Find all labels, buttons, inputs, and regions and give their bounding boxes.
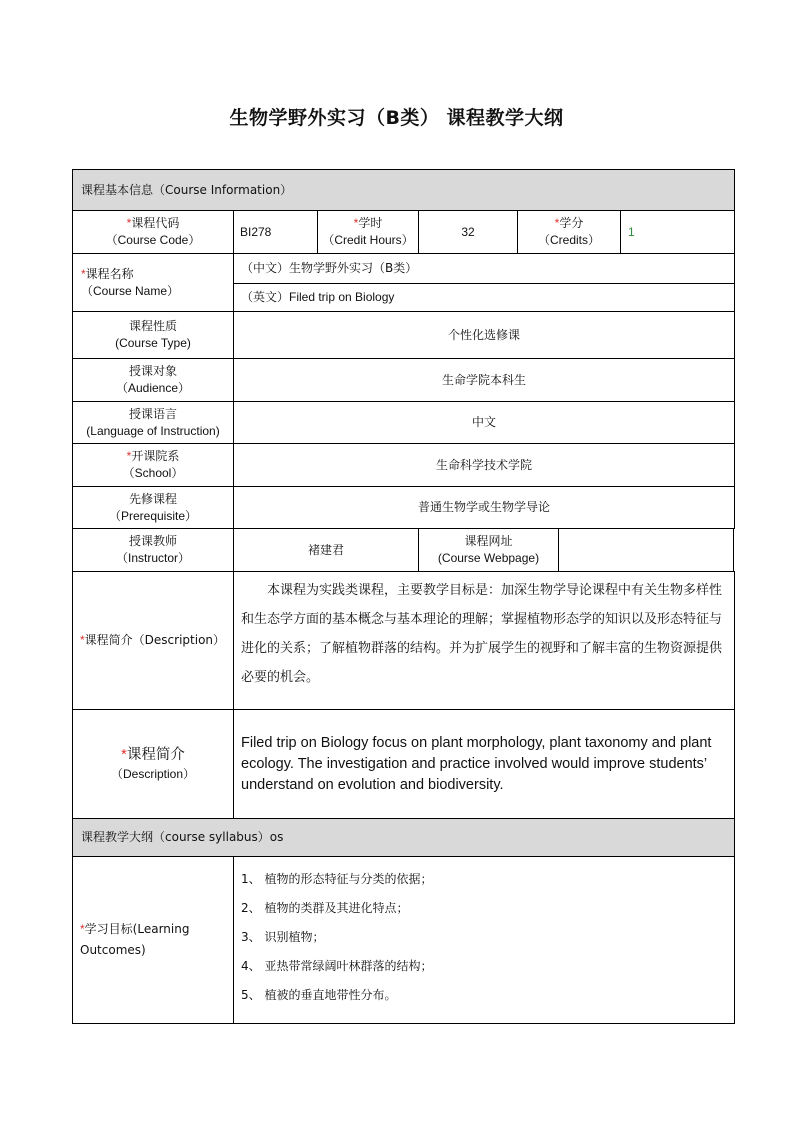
required-marker: * [126,449,132,463]
audience-label-en: （Audience） [115,381,191,395]
section-header-course-information [72,169,735,211]
course-code-label-zh: 课程代码 [131,216,180,230]
course-code-label-en: （Course Code） [105,233,201,247]
section-header-label: 课程教学大纲（course syllabus）os [81,830,284,844]
required-marker: * [554,216,560,230]
audience-value-cell [233,358,735,402]
language-label [72,401,234,444]
instructor-value-cell [233,528,419,572]
instructor-value: 褚建君 [307,542,344,557]
course-name-label-zh: 课程名称 [85,266,134,281]
school-label-zh: 开课院系 [131,449,180,463]
list-item: 5、 植被的垂直地带性分布。 [241,988,397,1002]
learning-outcomes-label-text: 学习目标(Learning Outcomes) [80,922,190,957]
description-zh-text: 本课程为实践类课程，主要教学目标是：加深生物学导论课程中有关生物多样性和生态学方面的基本概念与基本理论的理解；掌握植物形态学的知识以及形态特征与进化的关系；了解植物群落的结构。并为扩展学生的视野和了解丰富的生物资源提供必要的机会。 [241,583,723,685]
learning-outcomes-label [72,856,234,1024]
prerequisite-label-zh: 先修课程 [128,491,177,506]
prerequisite-value: 普通生物学或生物学导论 [417,500,550,514]
credit-hours-label [317,210,419,254]
description-zh-text-cell [233,571,735,710]
credits-value-cell [620,210,735,254]
language-value-cell [233,401,735,444]
instructor-label-en: （Instructor） [115,551,191,565]
course-name-en-cell [233,283,735,312]
instructor-label [72,528,234,572]
course-type-value-cell [233,311,735,359]
course-type-label-zh: 课程性质 [128,319,177,333]
required-marker: * [353,216,359,230]
webpage-label-en: (Course Webpage) [437,551,540,565]
instructor-label-zh: 授课教师 [128,534,177,548]
language-label-en: (Language of Instruction) [86,423,220,438]
section-header-label: 课程基本信息（Course Information） [81,182,293,197]
required-marker: * [121,747,127,763]
description-en-label-en: （Description） [110,767,196,781]
school-value-cell [233,443,735,487]
description-en-label [72,709,234,819]
language-value: 中文 [471,415,496,429]
course-name-label-en: （Course Name） [81,283,180,298]
list-item: 3、 识别植物； [241,930,325,944]
credits-label-en: （Credits） [537,233,600,247]
course-code-label [72,210,234,254]
required-marker: * [81,266,86,281]
description-zh-label [72,571,234,710]
language-label-zh: 授课语言 [128,406,177,421]
credits-label-zh: 学分 [559,216,584,230]
course-name-label [72,253,234,312]
description-en-label-zh: 课程简介 [126,747,185,763]
course-type-label-en: (Course Type) [115,336,191,350]
prerequisite-label [72,486,234,529]
course-name-en: （英文）Filed trip on Biology [241,290,395,304]
audience-label-zh: 授课对象 [128,364,177,378]
webpage-value-cell [558,528,734,572]
list-item: 2、 植物的类群及其进化特点； [241,901,409,915]
description-en-text: Filed trip on Biology focus on plant morphology, plant taxonomy and plant ecology. The investigation and practice involved would improve students’ understand on evolution and biodiversity. [241,734,712,793]
credit-hours-label-en: （Credit Hours） [322,233,414,247]
credit-hours-label-zh: 学时 [358,216,383,230]
course-name-zh: （中文）生物学野外实习（B类） [241,261,418,275]
course-code-value-cell [233,210,318,254]
school-value: 生命科学技术学院 [435,457,532,472]
course-code-value: BI278 [240,224,272,239]
list-item: 4、 亚热带常绿阔叶林群落的结构； [241,959,433,973]
section-header-course-syllabus [72,818,735,857]
learning-outcomes-list [233,856,735,1024]
school-label [72,443,234,487]
audience-value: 生命学院本科生 [441,372,526,387]
credits-value: 1 [628,224,635,239]
page-title: 生物学野外实习（B类） 课程教学大纲 [229,107,564,129]
course-type-value: 个性化选修课 [447,327,520,342]
prerequisite-label-en: （Prerequisite） [108,508,198,523]
audience-label [72,358,234,402]
credit-hours-value-cell [418,210,518,254]
required-marker: * [126,216,132,230]
description-zh-label-text: 课程简介（Description） [84,633,226,647]
course-type-label [72,311,234,359]
webpage-label-zh: 课程网址 [464,534,513,548]
webpage-label [418,528,559,572]
course-name-zh-cell [233,253,735,284]
prerequisite-value-cell [233,486,735,529]
school-label-en: （School） [122,466,184,480]
credits-label [517,210,621,254]
required-marker: * [80,922,85,936]
description-en-text-cell [233,709,735,819]
required-marker: * [80,633,85,647]
credit-hours-value: 32 [461,224,475,239]
list-item: 1、 植物的形态特征与分类的依据； [241,872,433,886]
